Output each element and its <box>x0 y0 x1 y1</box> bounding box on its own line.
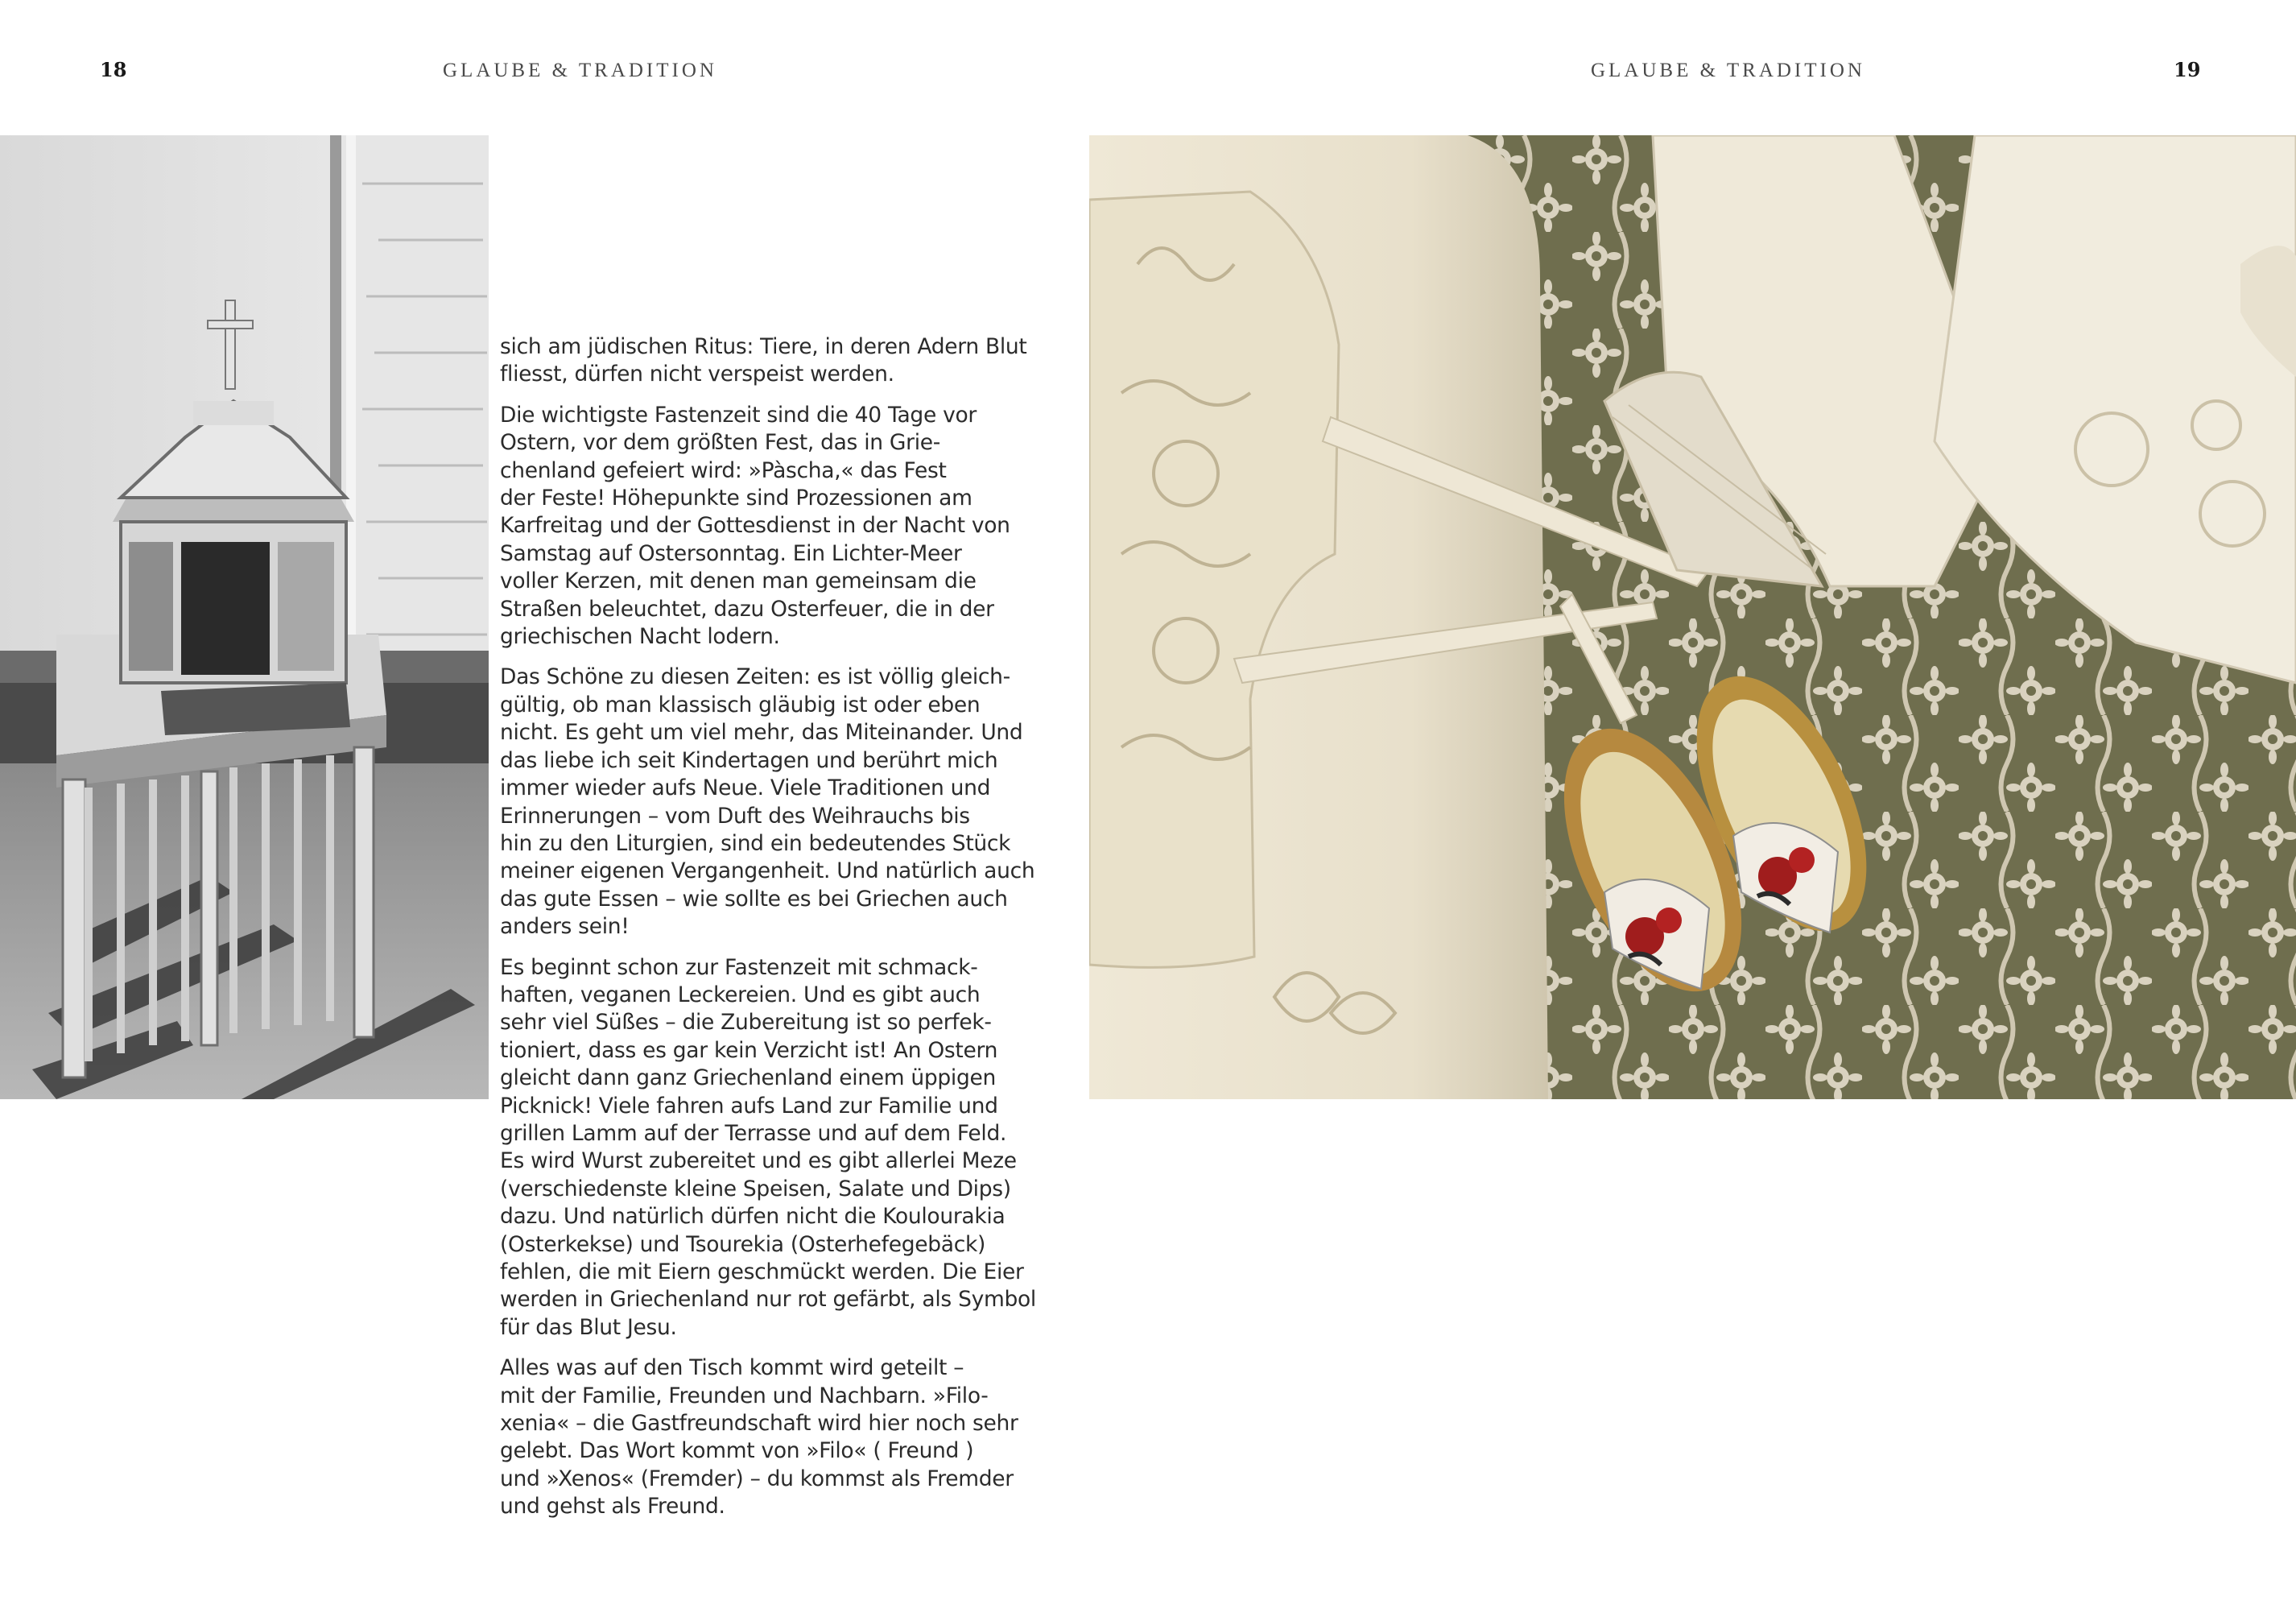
text-line: meiner eigenen Vergangenheit. Und natürlich auch <box>500 858 1035 884</box>
linens-slippers-photo <box>1089 135 2296 1099</box>
text-line: fliesst, dürfen nicht verspeist werden. <box>500 362 894 387</box>
text-line: (verschiedenste kleine Speisen, Salate und Dips) <box>500 1176 1011 1201</box>
text-line: für das Blut Jesu. <box>500 1314 677 1340</box>
text-line: sehr viel Süßes – die Zubereitung ist so perfek- <box>500 1010 992 1036</box>
text-line: haften, veganen Leckereien. Und es gibt auch <box>500 982 981 1007</box>
paragraph-5 <box>500 1354 1031 1520</box>
paragraph-3 <box>500 664 1035 941</box>
text-line: xenia« – die Gastfreundschaft wird hier noch sehr <box>500 1411 1018 1437</box>
text-line: dazu. Und natürlich dürfen nicht die Koulourakia <box>500 1204 1006 1230</box>
text-line: das liebe ich seit Kindertagen und berührt mich <box>500 747 998 773</box>
text-line: Picknick! Viele fahren aufs Land zur Familie und <box>500 1093 998 1119</box>
text-line: Erinnerungen – vom Duft des Weihrauchs bis <box>500 803 970 829</box>
text-line: Straßen beleuchtet, dazu Osterfeuer, die in der <box>500 596 994 622</box>
text-line: grillen Lamm auf der Terrasse und auf dem Feld. <box>500 1120 1007 1146</box>
paragraph-1 <box>500 333 1031 389</box>
text-line: voller Kerzen, mit denen man gemeinsam die <box>500 569 977 594</box>
text-line: Es beginnt schon zur Fastenzeit mit schmack- <box>500 954 978 980</box>
text-line: (Osterkekse) und Tsourekia (Osterhefegebäck) <box>500 1231 986 1257</box>
text-line: anders sein! <box>500 914 630 940</box>
text-line: gelebt. Das Wort kommt von »Filo« ( Freund ) <box>500 1438 974 1464</box>
text-line: fehlen, die mit Eiern geschmückt werden. Die Eier <box>500 1259 1024 1284</box>
text-line: mit der Familie, Freunden und Nachbarn. »Filo- <box>500 1383 989 1408</box>
text-line: Samstag auf Ostersonntag. Ein Lichter-Meer <box>500 540 962 566</box>
text-line: hin zu den Liturgien, sind ein bedeutendes Stück <box>500 830 1011 856</box>
text-line: Es wird Wurst zubereitet und es gibt allerlei Meze <box>500 1148 1017 1174</box>
paragraph-4 <box>500 954 1036 1342</box>
running-head-left: GLAUBE & TRADITION <box>443 60 717 81</box>
text-line: Karfreitag und der Gottesdienst in der Nacht von <box>500 513 1010 539</box>
text-line: der Feste! Höhepunkte sind Prozessionen am <box>500 486 972 511</box>
text-line: werden in Griechenland nur rot gefärbt, als Symbol <box>500 1287 1036 1313</box>
text-line: sich am jüdischen Ritus: Tiere, in deren Adern Blut <box>500 334 1027 359</box>
article-body <box>500 333 1036 1534</box>
text-line: tioniert, dass es gar kein Verzicht ist! An Ostern <box>500 1037 998 1063</box>
text-line: immer wieder aufs Neue. Viele Traditionen und <box>500 775 991 801</box>
text-line: Alles was auf den Tisch kommt wird geteilt – <box>500 1355 964 1381</box>
text-line: nicht. Es geht um viel mehr, das Miteinander. Und <box>500 720 1023 746</box>
paragraph-2 <box>500 402 1031 651</box>
text-line: gültig, ob man klassisch gläubig ist oder eben <box>500 692 981 717</box>
page-number-left: 18 <box>100 58 127 81</box>
running-head-right: GLAUBE & TRADITION <box>1591 60 1865 81</box>
text-line: Die wichtigste Fastenzeit sind die 40 Tage vor <box>500 402 977 428</box>
text-line: und gehst als Freund. <box>500 1494 725 1520</box>
text-line: und »Xenos« (Fremder) – du kommst als Fremder <box>500 1466 1014 1491</box>
text-line: Ostern, vor dem größten Fest, das in Grie- <box>500 430 941 456</box>
text-line: das gute Essen – wie sollte es bei Griechen auch <box>500 886 1008 912</box>
text-line: griechischen Nacht lodern. <box>500 624 780 650</box>
text-line: gleicht dann ganz Griechenland einem üppigen <box>500 1065 997 1091</box>
text-line: chenland gefeiert wird: »Pàscha,« das Fest <box>500 457 947 483</box>
shrine-photo <box>0 135 489 1099</box>
text-line: Das Schöne zu diesen Zeiten: es ist völlig gleich- <box>500 664 1010 690</box>
page-number-right: 19 <box>2174 58 2201 81</box>
